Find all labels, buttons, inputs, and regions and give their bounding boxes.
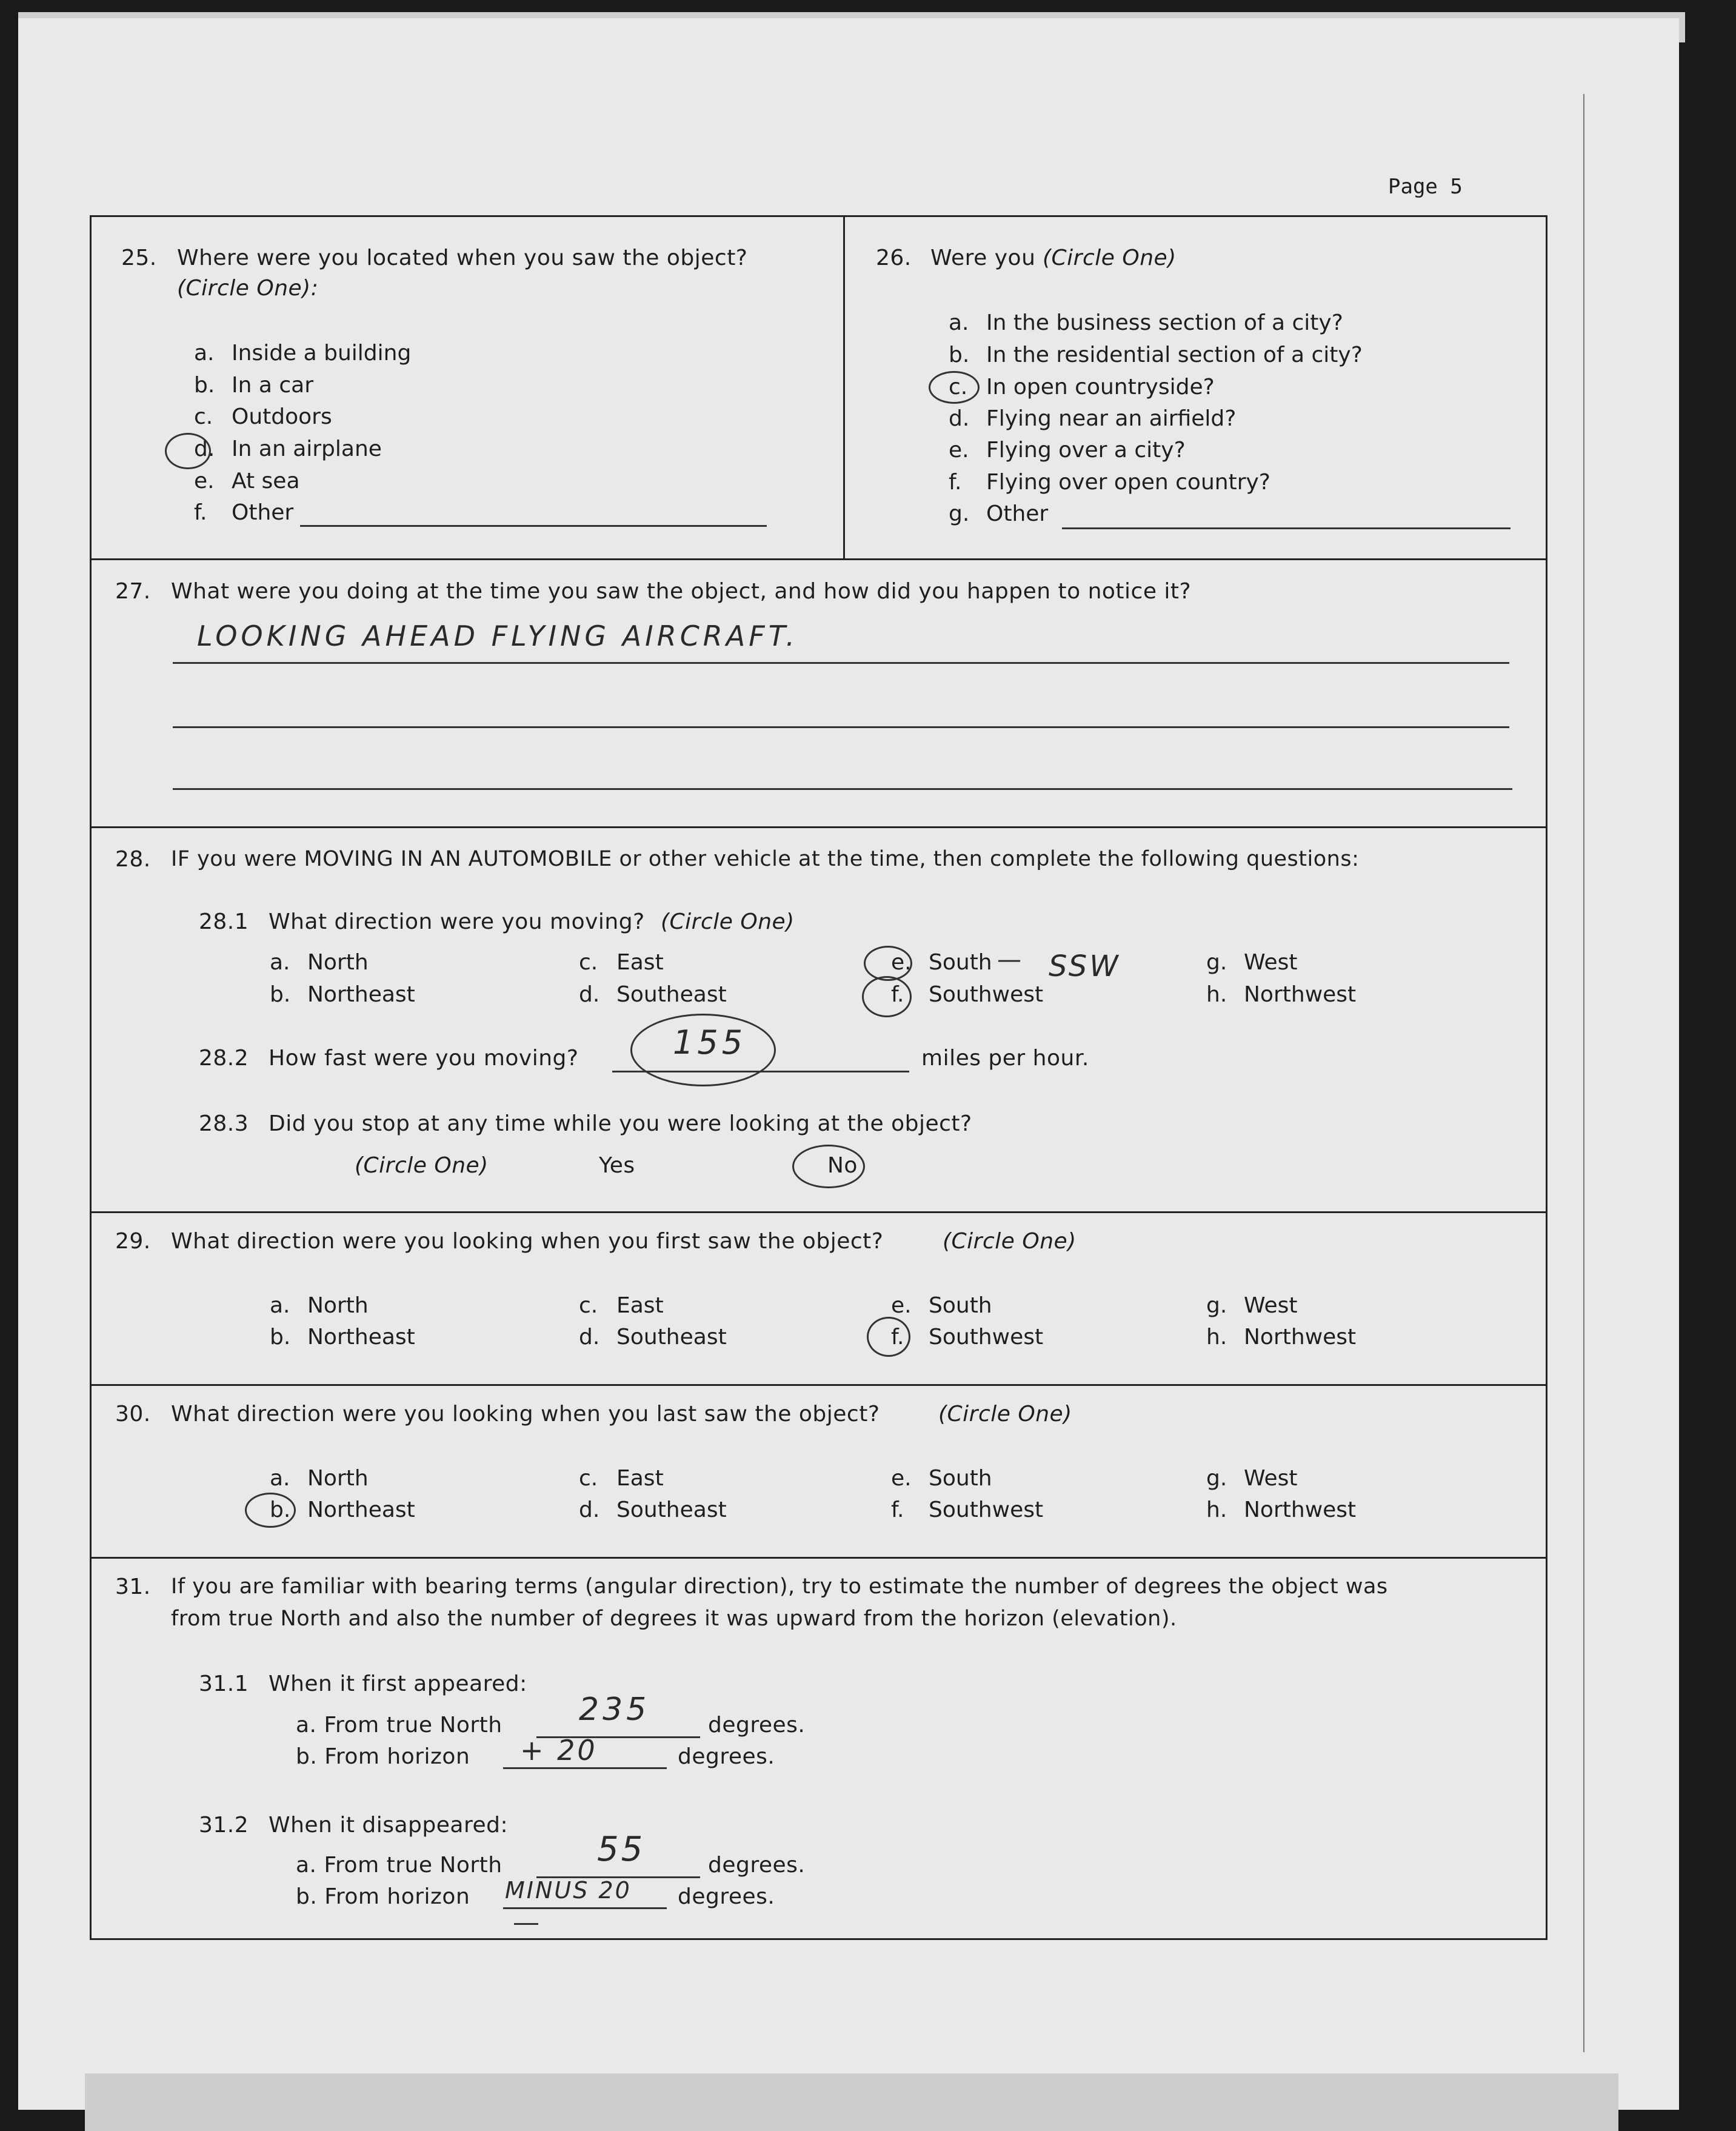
option-c[interactable]: c. East [579,1466,664,1491]
option-b[interactable]: b. Northeast [270,982,415,1007]
elevation-unit: degrees. [678,1744,775,1769]
section-divider [92,1211,1546,1213]
subquestion-number: 28.1 [199,909,249,934]
answer-line[interactable] [173,662,1509,664]
option-b[interactable]: b. In a car [194,373,314,398]
option-d[interactable]: d. Southeast [579,1325,727,1350]
selection-circle [929,371,980,404]
elevation-input-line[interactable] [503,1907,667,1909]
page-number: Page 5 [1388,175,1463,199]
subquestion-number: 28.2 [199,1046,249,1071]
option-c[interactable]: c. In open countryside? [949,375,1215,400]
option-b[interactable]: b. Northeast [270,1497,415,1522]
option-g[interactable]: g. West [1206,950,1298,975]
question-text: What were you doing at the time you saw the object, and how did you happen to notice it? [171,579,1192,604]
option-g[interactable]: g. West [1206,1466,1298,1491]
subquestion-text: How fast were you moving? [269,1046,579,1071]
subquestion-instruction: (Circle One) [661,909,795,934]
selection-circle [867,1317,910,1357]
option-d[interactable]: d. Southeast [579,1497,727,1522]
dash-mark: — [997,946,1021,974]
question-text: What direction were you looking when you first saw the object? [171,1229,884,1254]
option-f[interactable]: f. Southwest [891,1497,1044,1522]
option-h[interactable]: h. Northwest [1206,1497,1357,1522]
option-f[interactable]: f. Southwest [891,982,1044,1007]
answer-line[interactable] [173,726,1509,728]
other-input-line[interactable] [300,525,767,527]
section-divider [92,1557,1546,1559]
selection-circle [630,1014,776,1086]
question-instruction: (Circle One): [177,276,319,301]
subquestion-number: 28.3 [199,1111,249,1136]
option-h[interactable]: h. Northwest [1206,1325,1357,1350]
question-instruction: (Circle One) [938,1402,1072,1427]
option-a[interactable]: a. North [270,950,369,975]
option-a[interactable]: a. North [270,1293,369,1318]
option-h[interactable]: h. Northwest [1206,982,1357,1007]
question-number: 28. [115,847,151,872]
question-text: Were you [930,246,1036,270]
subquestion-instruction: (Circle One) [355,1153,489,1178]
column-divider [843,217,845,558]
answer-line[interactable] [173,788,1512,790]
question-text-line-2: from true North and also the number of degrees it was upward from the horizon (elevation). [171,1607,1177,1631]
selection-circle [245,1493,296,1528]
option-a[interactable]: a. Inside a building [194,341,412,366]
subquestion-text: What direction were you moving? [269,909,645,934]
elevation-label: b. From horizon [296,1744,470,1769]
scan-bottom-edge [85,2073,1618,2131]
option-d[interactable]: d. In an airplane [194,437,382,461]
handwritten-bearing: 235 [579,1691,650,1728]
option-no[interactable]: No [827,1153,858,1178]
selection-circle [165,433,211,469]
option-g[interactable]: g. West [1206,1293,1298,1318]
bearing-unit: degrees. [708,1713,806,1738]
option-e[interactable]: e. South [891,1466,992,1491]
question-number: 27. [115,579,151,604]
option-f[interactable]: f. Southwest [891,1325,1044,1350]
elevation-unit: degrees. [678,1884,775,1909]
option-d[interactable]: d. Southeast [579,982,727,1007]
handwritten-bearing: 55 [597,1830,646,1869]
handwritten-elevation: + 20 [520,1734,598,1767]
option-c[interactable]: c. East [579,1293,664,1318]
question-text: What direction were you looking when you last saw the object? [171,1402,880,1427]
handwritten-elevation: MINUS 20 [505,1877,632,1904]
handwritten-annotation: SSW [1049,949,1121,983]
bearing-label: a. From true North [296,1713,502,1738]
handwritten-answer: LOOKING AHEAD FLYING AIRCRAFT. [197,620,798,652]
question-instruction: (Circle One) [943,1229,1077,1254]
subquestion-number: 31.2 [199,1813,249,1838]
option-e[interactable]: e. Flying over a city? [949,438,1186,463]
selection-circle [792,1145,865,1188]
bearing-unit: degrees. [708,1853,806,1878]
speed-unit: miles per hour. [921,1046,1089,1071]
underline-mark [514,1923,538,1925]
bearing-label: a. From true North [296,1853,502,1878]
question-number: 26. [876,246,912,270]
option-c[interactable]: c. East [579,950,664,975]
option-e[interactable]: e. At sea [194,469,300,493]
option-f[interactable]: f. Flying over open country? [949,470,1270,495]
option-a[interactable]: a. North [270,1466,369,1491]
other-input-line[interactable] [1062,527,1511,529]
question-number: 31. [115,1574,151,1599]
elevation-label: b. From horizon [296,1884,470,1909]
option-b[interactable]: b. Northeast [270,1325,415,1350]
option-yes[interactable]: Yes [599,1153,635,1178]
subquestion-text: When it disappeared: [269,1813,509,1838]
subquestion-text: When it first appeared: [269,1671,527,1696]
question-text: IF you were MOVING IN AN AUTOMOBILE or other vehicle at the time, then complete the following questions: [171,847,1360,871]
option-f[interactable]: f. Other [194,500,294,525]
option-b[interactable]: b. In the residential section of a city? [949,343,1363,367]
option-e[interactable]: e. South [891,1293,992,1318]
question-number: 29. [115,1229,151,1254]
option-d[interactable]: d. Flying near an airfield? [949,406,1237,431]
question-number: 30. [115,1402,151,1427]
section-divider [92,558,1546,560]
question-number: 25. [121,246,157,270]
margin-line [1583,94,1584,2052]
elevation-input-line[interactable] [503,1767,667,1769]
section-divider [92,826,1546,828]
question-instruction: (Circle One) [1043,246,1177,270]
question-text-line-1: If you are familiar with bearing terms (angular direction), try to estimate the number of degrees the object was [171,1574,1388,1599]
option-a[interactable]: a. In the business section of a city? [949,310,1343,335]
option-g[interactable]: g. Other [949,501,1049,526]
selection-circle [862,976,912,1017]
option-c[interactable]: c. Outdoors [194,404,332,429]
section-divider [92,1384,1546,1386]
option-e[interactable]: e. South [891,950,992,975]
subquestion-number: 31.1 [199,1671,249,1696]
question-text: Where were you located when you saw the object? [177,246,748,270]
handwritten-speed: 155 [673,1023,747,1062]
subquestion-text: Did you stop at any time while you were looking at the object? [269,1111,972,1136]
